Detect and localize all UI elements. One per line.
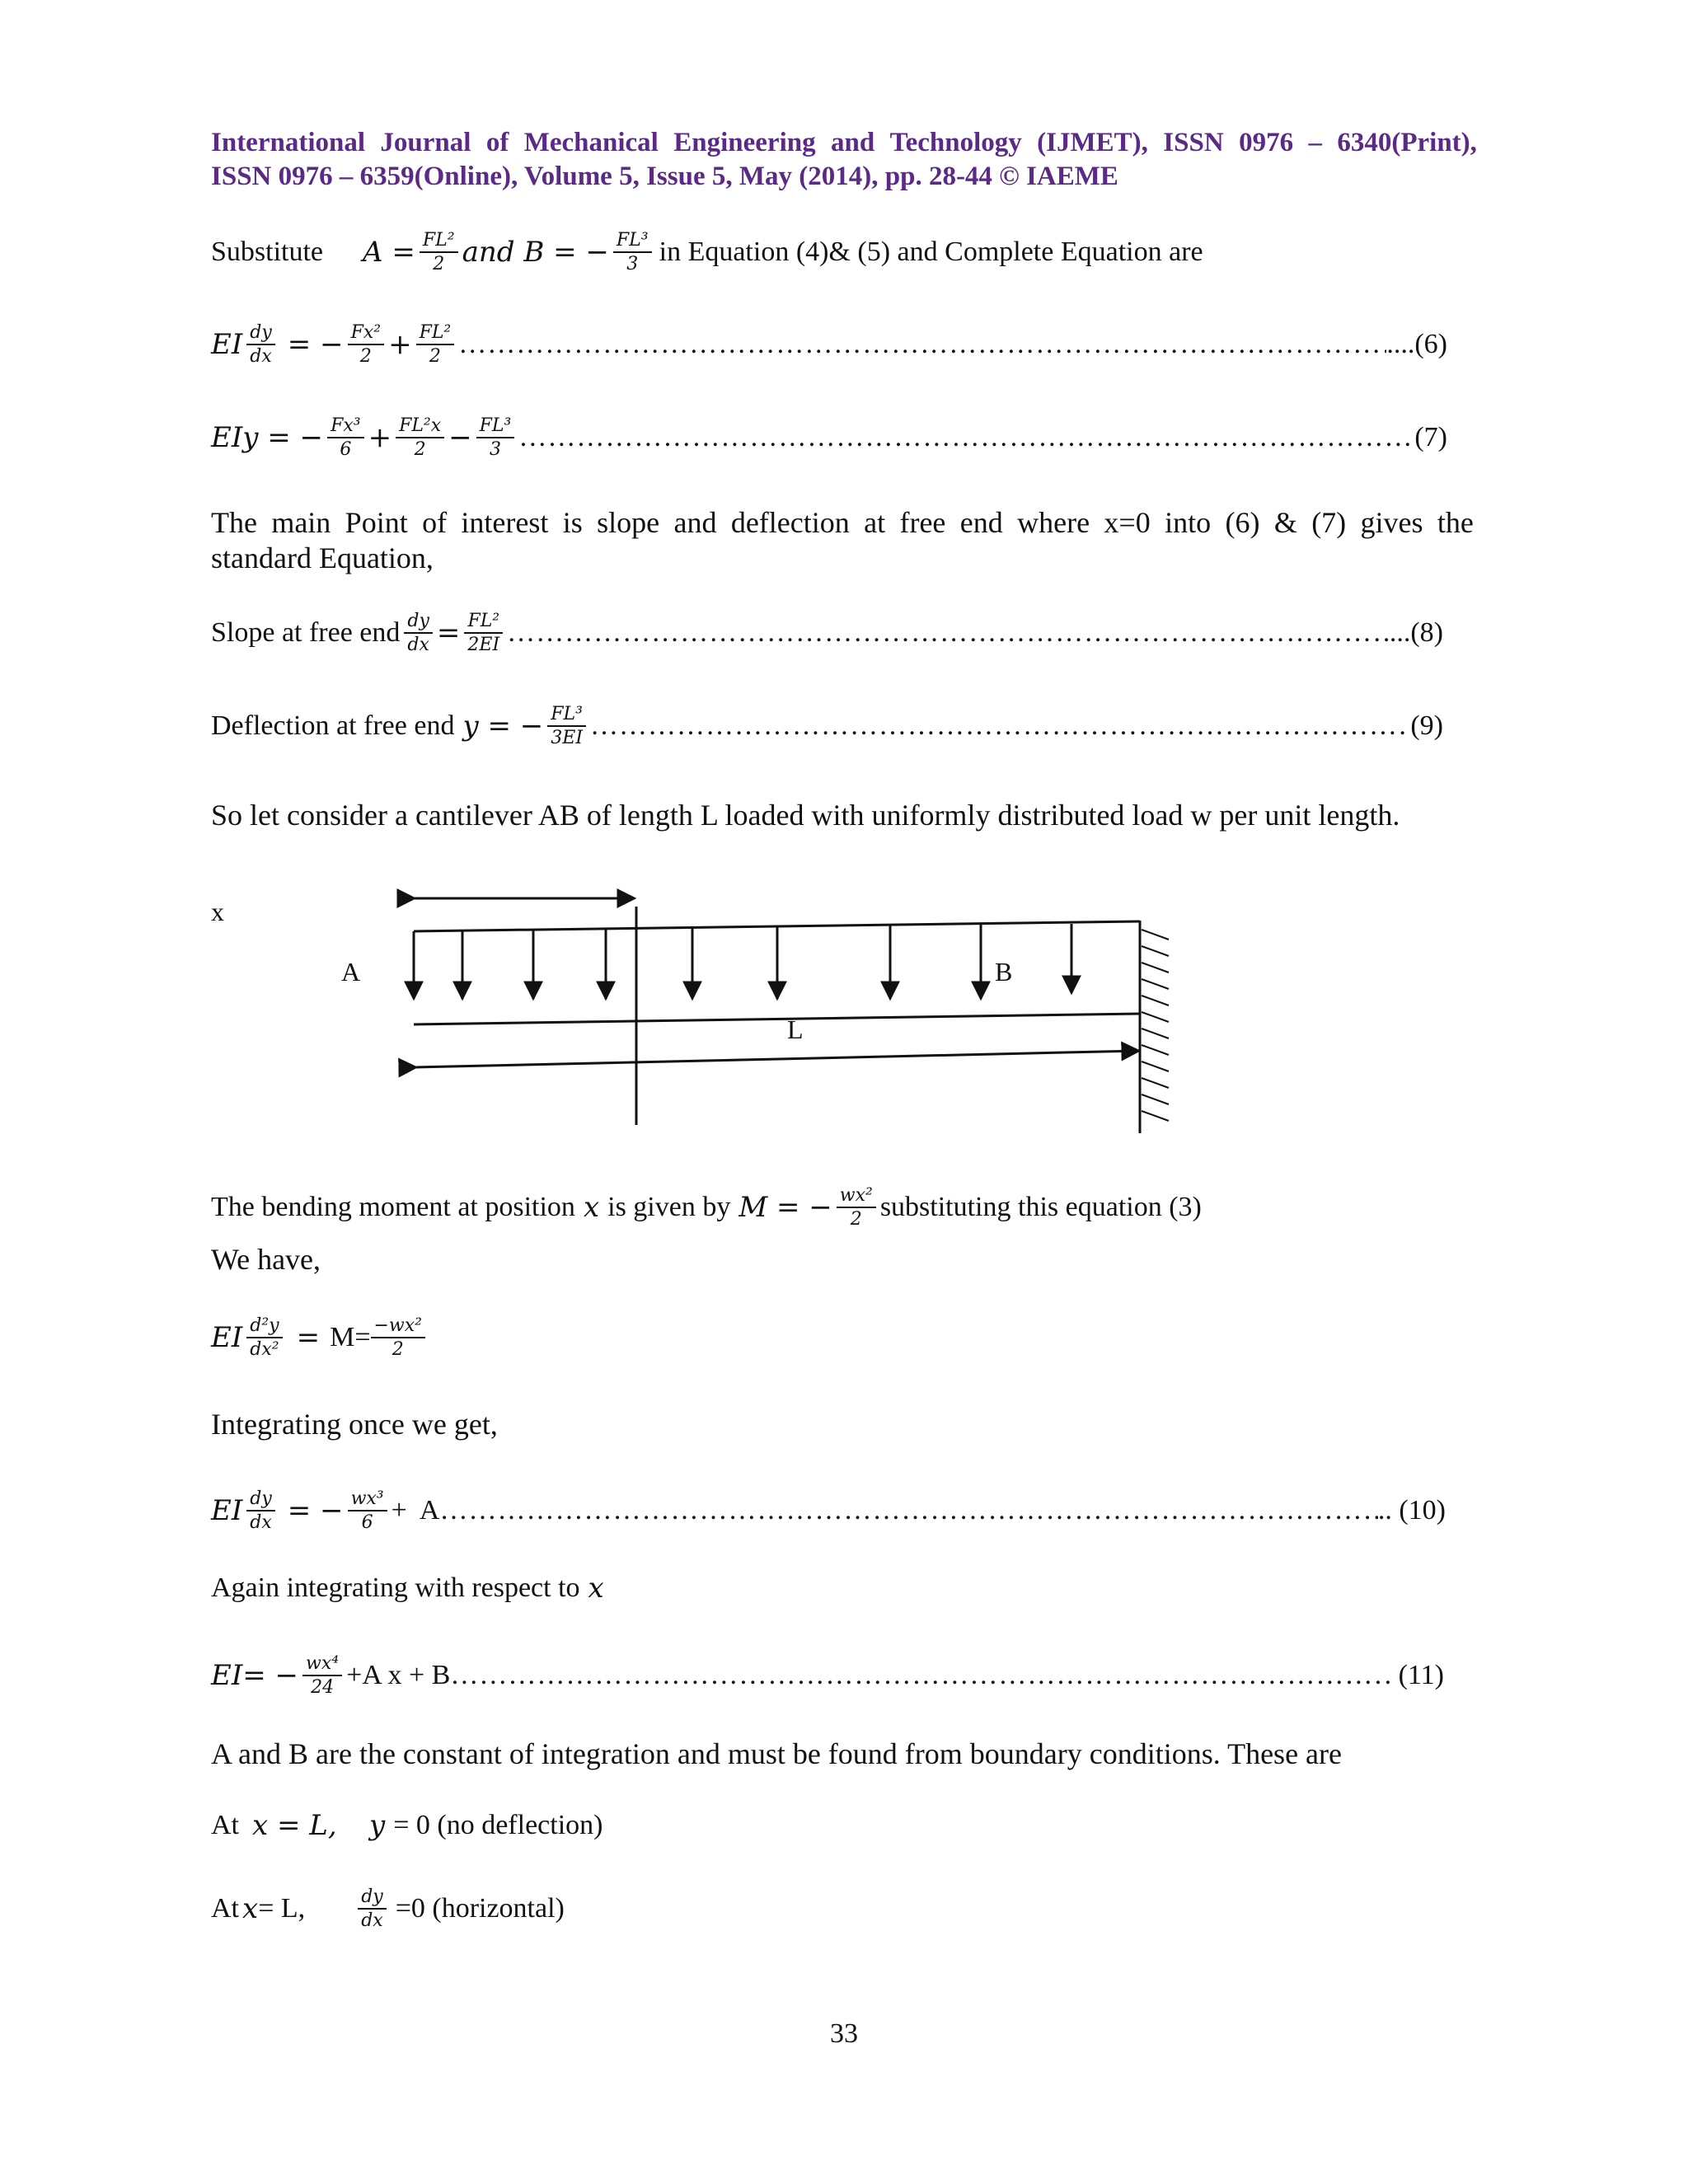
leader-dots <box>458 329 1386 360</box>
word: is <box>562 506 583 539</box>
frac-den: 6 <box>361 1512 373 1533</box>
header-word: (IJMET), <box>1037 128 1148 157</box>
eq6-ei: EI <box>211 328 243 361</box>
word: at <box>864 506 886 539</box>
substitute-a-lhs: A = <box>363 236 415 269</box>
word: gives <box>1360 506 1423 539</box>
equation-number: (7) <box>1414 422 1447 452</box>
substitute-and-b: and B = − <box>462 236 609 269</box>
leader-dots <box>590 710 1410 742</box>
again-text: Again integrating with respect to <box>211 1572 580 1603</box>
bc2-result: =0 (horizontal) <box>395 1893 565 1924</box>
bc1-result: = 0 (no deflection) <box>393 1810 603 1840</box>
eq9-lead: Deflection at free end <box>211 710 455 741</box>
equation-number: ....(6) <box>1386 329 1447 359</box>
fraction-fl2x <box>396 415 444 461</box>
header-word: Technology <box>889 128 1022 157</box>
bc2-condition: = L, <box>258 1893 306 1924</box>
word: interest <box>461 506 549 539</box>
bending-m-lhs: M = − <box>738 1191 832 1224</box>
fraction-d2y-dx2 <box>246 1315 282 1361</box>
fraction-fx2 <box>348 321 385 368</box>
frac-num: FL³ <box>613 229 652 253</box>
fraction-dy-dx <box>404 610 433 656</box>
udl-arrows <box>414 924 1071 999</box>
eq6-equals: = − <box>287 328 344 361</box>
frac-den: dx <box>250 1512 272 1533</box>
equation-8 <box>211 610 1443 656</box>
frac-num: d²y <box>246 1315 282 1338</box>
fraction-fl2 <box>416 321 455 368</box>
wall-hatching <box>1142 930 1169 1121</box>
label-a: A <box>341 957 361 987</box>
frac-num: dy <box>404 610 433 634</box>
header-word: and <box>831 128 875 157</box>
dimension-arrow-length <box>416 1051 1139 1067</box>
cantilever-figure <box>0 874 1688 1137</box>
eqm-ei: EI <box>211 1321 243 1354</box>
journal-header <box>211 126 1477 194</box>
frac-den: 6 <box>340 439 352 460</box>
again-x: x <box>588 1572 604 1605</box>
fraction-wx4 <box>302 1652 342 1699</box>
leader-dots <box>507 617 1390 649</box>
frac-num: −wx² <box>371 1315 426 1338</box>
equation-11 <box>211 1652 1444 1699</box>
bc1-condition: x = L, <box>252 1809 337 1842</box>
label-l: L <box>787 1015 804 1044</box>
header-word: 0976 <box>1239 128 1294 157</box>
page-number: 33 <box>830 2018 858 2049</box>
equation-moment <box>211 1315 429 1361</box>
paragraph-line: standard Equation, <box>211 541 434 574</box>
frac-num: wx³ <box>348 1488 387 1511</box>
frac-den: 3 <box>490 439 502 460</box>
word: deflection <box>730 506 850 539</box>
fraction-wx2 <box>837 1184 876 1230</box>
word: the <box>1437 506 1474 539</box>
again-integrating <box>211 1572 604 1605</box>
word: (6) <box>1225 506 1260 539</box>
frac-den: 2 <box>414 439 426 460</box>
frac-num: FL² <box>416 321 455 345</box>
frac-num: wx² <box>837 1184 876 1208</box>
fraction-dy-dx <box>246 1488 275 1534</box>
frac-num: Fx³ <box>327 415 364 438</box>
substitute-lead: Substitute <box>211 237 324 267</box>
boundary-condition-1 <box>211 1809 603 1842</box>
paragraph-line <box>211 505 1474 541</box>
substitute-line <box>211 229 1203 275</box>
fraction-fl3-3ei <box>547 703 586 749</box>
frac-num: FL³ <box>547 703 586 727</box>
bc1-y: y <box>369 1809 386 1842</box>
header-word: – <box>1308 128 1322 157</box>
frac-den: dx <box>407 635 429 655</box>
eq10-tail: + A <box>391 1495 440 1526</box>
word: Point <box>345 506 408 539</box>
frac-den: 2 <box>850 1209 862 1230</box>
header-word: Mechanical <box>523 128 659 157</box>
eq8-equals: = <box>436 616 461 649</box>
bending-text1: The bending moment at position <box>211 1192 575 1222</box>
we-have: We have, <box>211 1243 321 1276</box>
frac-num: FL² <box>420 229 458 253</box>
frac-den: 2 <box>359 346 372 367</box>
frac-num: dy <box>246 1488 275 1511</box>
label-x: x <box>211 897 224 926</box>
substitute-tail: in Equation (4)& (5) and Complete Equation are <box>659 237 1203 267</box>
equation-6 <box>211 321 1447 368</box>
frac-den: dx <box>361 1910 383 1931</box>
header-word: Journal <box>380 128 471 157</box>
equation-9 <box>211 703 1443 749</box>
header-word: 6340(Print), <box>1337 128 1477 157</box>
bending-moment-line <box>211 1184 1202 1230</box>
frac-den: dx² <box>250 1339 279 1360</box>
word: & <box>1273 506 1297 539</box>
fraction-a <box>420 229 458 275</box>
fraction-dy-dx <box>246 321 275 368</box>
fraction-b <box>613 229 652 275</box>
eq9-lhs: y = − <box>462 710 544 743</box>
frac-num: wx⁴ <box>302 1652 342 1676</box>
beam-line <box>414 1014 1140 1024</box>
eqm-m: M= <box>330 1322 371 1352</box>
frac-den: 2EI <box>467 635 500 655</box>
eq10-ei: EI <box>211 1494 243 1527</box>
paragraph-cantilever: So let consider a cantilever AB of length L loaded with uniformly distributed load w per unit length. <box>211 799 1400 832</box>
frac-den: 2 <box>392 1339 404 1360</box>
header-word: ISSN <box>1163 128 1224 157</box>
journal-header-line2: ISSN 0976 – 6359(Online), Volume 5, Issue 5, May (2014), pp. 28-44 © IAEME <box>211 162 1118 191</box>
fraction-fx3 <box>327 415 364 461</box>
integrating-once: Integrating once we get, <box>211 1408 498 1441</box>
word: where <box>1017 506 1090 539</box>
word: The <box>211 506 257 539</box>
equation-10 <box>211 1488 1446 1534</box>
bending-text3: substituting this equation (3) <box>879 1192 1202 1222</box>
header-word: of <box>485 128 509 157</box>
fraction-dy-dx <box>358 1886 387 1932</box>
word: of <box>422 506 448 539</box>
equation-number: . (11) <box>1384 1660 1444 1690</box>
eq8-lead: Slope at free end <box>211 617 401 648</box>
word: and <box>673 506 717 539</box>
eq10-equals: = − <box>287 1494 344 1527</box>
journal-header-line1 <box>211 126 1477 160</box>
header-word: Engineering <box>673 128 816 157</box>
frac-num: Fx² <box>348 321 385 345</box>
bc2-at: At <box>211 1893 239 1924</box>
frac-den: 24 <box>311 1677 335 1698</box>
fraction-fl3 <box>476 415 515 461</box>
bc1-at: At <box>211 1810 239 1840</box>
equation-number: .. (10) <box>1377 1495 1446 1526</box>
word: main <box>271 506 331 539</box>
word: into <box>1165 506 1212 539</box>
eq6-plus: + <box>388 328 412 361</box>
bending-text2: is given by <box>607 1192 731 1222</box>
header-word: International <box>211 128 366 157</box>
word: x=0 <box>1104 506 1151 539</box>
paragraph-free-end <box>211 505 1474 576</box>
leader-dots <box>439 1495 1377 1526</box>
fraction-wx3 <box>348 1488 387 1534</box>
eq7-lhs: EIy = − <box>211 421 324 454</box>
eq11-lhs: EI= − <box>211 1659 299 1692</box>
word: (7) <box>1311 506 1347 539</box>
frac-den: 3EI <box>551 728 584 748</box>
frac-num: dy <box>246 321 275 345</box>
equation-number: (9) <box>1410 710 1443 741</box>
frac-den: dx <box>250 346 272 367</box>
eq7-minus: − <box>448 421 472 454</box>
eqm-equals: = <box>296 1321 321 1354</box>
leader-dots <box>450 1660 1384 1691</box>
label-b: B <box>995 957 1013 987</box>
eq7-plus: + <box>368 421 392 454</box>
frac-num: FL²x <box>396 415 444 438</box>
frac-num: dy <box>358 1886 387 1910</box>
paragraph-boundary-conditions: A and B are the constant of integration and must be found from boundary conditions. These are <box>211 1737 1342 1770</box>
boundary-condition-2 <box>211 1886 565 1932</box>
equation-7 <box>211 415 1447 461</box>
frac-num: FL³ <box>476 415 515 438</box>
word: slope <box>597 506 660 539</box>
eq11-tail: +A x + B <box>346 1660 451 1690</box>
frac-den: 2 <box>429 346 441 367</box>
word: end <box>959 506 1003 539</box>
leader-dots <box>518 422 1414 453</box>
equation-number: ...(8) <box>1389 617 1443 648</box>
frac-den: 3 <box>626 254 639 274</box>
word: free <box>899 506 946 539</box>
fraction-neg-wx2 <box>371 1315 426 1361</box>
bending-x: x <box>583 1191 600 1224</box>
frac-den: 2 <box>433 254 445 274</box>
frac-num: FL² <box>464 610 503 634</box>
bc2-x: x <box>242 1892 259 1925</box>
fraction-fl2-2ei <box>464 610 503 656</box>
